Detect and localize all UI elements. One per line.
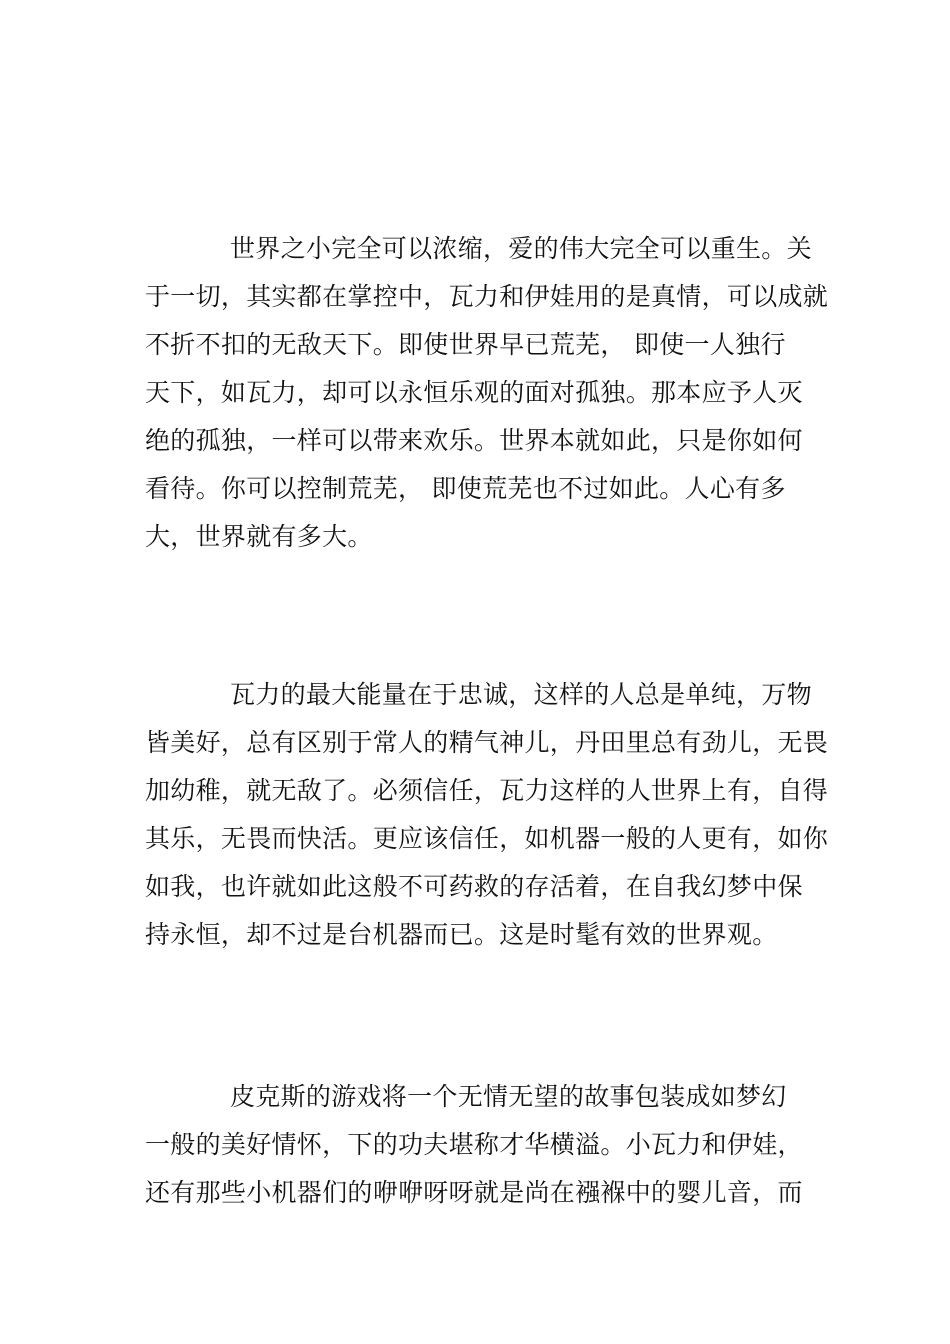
paragraph-line: 如我，也许就如此这般不可药救的存活着，在自我幻梦中保 bbox=[145, 872, 803, 901]
paragraph-line: 瓦力的最大能量在于忠诚，这样的人总是单纯，万物 bbox=[230, 680, 812, 709]
paragraph-3 bbox=[145, 1073, 810, 1217]
paragraph-line: 持永恒，却不过是台机器而已。这是时髦有效的世界观。 bbox=[145, 920, 778, 949]
paragraph-line: 加幼稚，就无敌了。必须信任，瓦力这样的人世界上有，自得 bbox=[145, 776, 829, 805]
paragraph-line: 一般的美好情怀，下的功夫堪称才华横溢。小瓦力和伊娃， bbox=[145, 1130, 803, 1159]
paragraph-line: 其乐，无畏而快活。更应该信任，如机器一般的人更有，如你 bbox=[145, 824, 829, 853]
paragraph-line: 世界之小完全可以浓缩，爱的伟大完全可以重生。关 bbox=[230, 234, 812, 263]
paragraph-line: 绝的孤独，一样可以带来欢乐。世界本就如此，只是你如何 bbox=[145, 426, 803, 455]
paragraph-line: 皮克斯的游戏将一个无情无望的故事包装成如梦幻 bbox=[230, 1082, 787, 1111]
paragraph-1 bbox=[145, 225, 829, 561]
paragraph-line: 皆美好，总有区别于常人的精气神儿，丹田里总有劲儿，无畏 bbox=[145, 728, 829, 757]
paragraph-line: 不折不扣的无敌天下。即使世界早已荒芜， 即使一人独行 bbox=[145, 330, 786, 359]
paragraph-line: 天下，如瓦力，却可以永恒乐观的面对孤独。那本应予人灭 bbox=[145, 378, 803, 407]
paragraph-line: 于一切，其实都在掌控中，瓦力和伊娃用的是真情，可以成就 bbox=[145, 282, 829, 311]
paragraph-line: 大，世界就有多大。 bbox=[145, 522, 373, 551]
paragraph-2 bbox=[145, 671, 829, 959]
paragraph-line: 看待。你可以控制荒芜， 即使荒芜也不过如此。人心有多 bbox=[145, 474, 786, 503]
paragraph-line: 还有那些小机器们的咿咿呀呀就是尚在襁褓中的婴儿音，而 bbox=[145, 1178, 803, 1207]
